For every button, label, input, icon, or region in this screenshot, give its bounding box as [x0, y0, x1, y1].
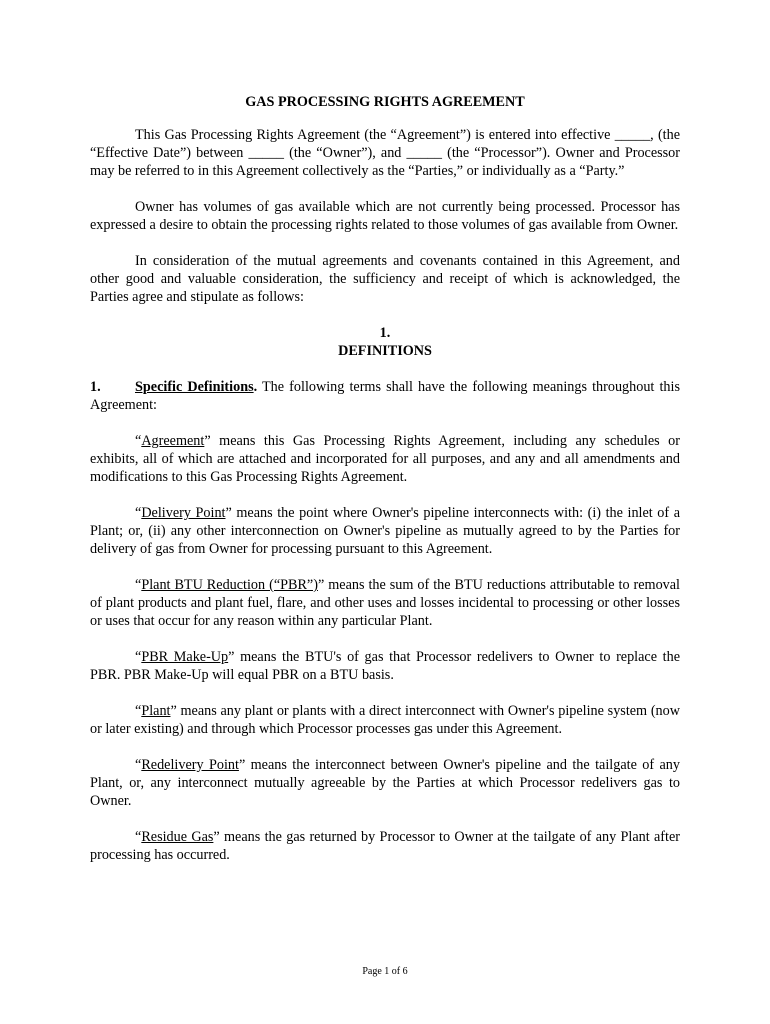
definition-term: Plant [141, 703, 171, 719]
definition-open-quote: “ [135, 703, 142, 719]
definition-term: Delivery Point [141, 505, 226, 521]
definition-redelivery-point [90, 756, 680, 810]
definition-text: ” means the gas returned by Processor to Owner at the tailgate of any Plant after processing has occurred. [90, 829, 680, 863]
definition-text: ” means the BTU's of gas that Processor redelivers to Owner to replace the PBR. PBR Make-Up will equal PBR on a BTU basis. [90, 649, 681, 683]
definition-term: Residue Gas [141, 829, 214, 845]
recital-paragraph-2: In consideration of the mutual agreements and covenants contained in this Agreement, and other good and valuable consideration, the sufficiency and receipt of which is acknowledged, the Parties agree and stipulate as follows: [90, 253, 680, 305]
definition-open-quote: “ [135, 829, 142, 845]
definition-open-quote: “ [135, 505, 142, 521]
definition-text: ” means the interconnect between Owner's pipeline and the tailgate of any Plant, or, any interconnect mutually agreeable by the Parties at which Processor redelivers gas to Owner. [90, 757, 680, 809]
document-title: GAS PROCESSING RIGHTS AGREEMENT [245, 94, 525, 110]
definition-residue-gas [90, 828, 680, 864]
definition-open-quote: “ [135, 649, 142, 665]
subsection-heading: Specific Definitions [135, 379, 254, 395]
definition-open-quote: “ [135, 577, 142, 593]
definition-delivery-point [90, 504, 680, 558]
definition-text: ” means any plant or plants with a direct interconnect with Owner's pipeline system (now or later existing) and through which Processor processes gas under this Agreement. [90, 703, 680, 737]
definition-term: Agreement [141, 433, 205, 449]
definition-text: ” means the sum of the BTU reductions attributable to removal of plant products and plant fuel, flare, and other uses and losses incidental to processing or other losses or uses that occur for any reason within any particular Plant. [90, 577, 681, 629]
definition-term: PBR Make-Up [141, 649, 229, 665]
definition-text: ” means this Gas Processing Rights Agreement, including any schedules or exhibits, all of which are attached and incorporated for all purposes, and any and all amendments and modifications to this Gas Processing Rights Agreement. [90, 433, 680, 485]
definition-pbr-make-up [90, 648, 680, 684]
page-number-footer: Page 1 of 6 [362, 966, 408, 977]
document-body [90, 93, 680, 882]
definition-term: Plant BTU Reduction (“PBR”) [141, 577, 318, 593]
definition-term: Redelivery Point [141, 757, 239, 773]
recital-paragraph-1: Owner has volumes of gas available which are not currently being processed. Processor has expressed a desire to obtain the processing rights related to those volumes of gas available from Owner. [90, 199, 680, 233]
subsection-heading-period: . [253, 379, 258, 395]
subsection-number: 1. [90, 379, 101, 395]
definition-text: ” means the point where Owner's pipeline interconnects with: (i) the inlet of a Plant; or, (ii) any other interconnection on Owner's pipeline as mutually agreed to by the Parties for delivery of gas from Owner for processing pursuant to this Agreement. [90, 505, 680, 557]
definition-open-quote: “ [135, 433, 142, 449]
intro-paragraph: This Gas Processing Rights Agreement (the “Agreement”) is entered into effective _____, (the “Effective Date”) between _____ (the “Owner”), and _____ (the “Processor”). Owner and Processor may be referred to in this Agreement collectively as the “Parties,” or individually as a “Party.” [90, 127, 680, 179]
definition-plant-btu-reduction [90, 576, 680, 630]
section-heading [90, 324, 680, 360]
specific-definitions-paragraph [90, 378, 680, 414]
section-title: DEFINITIONS [338, 343, 432, 359]
definition-open-quote: “ [135, 757, 142, 773]
subsection-text: The following terms shall have the following meanings throughout this Agreement: [90, 379, 680, 413]
definition-agreement [90, 432, 680, 486]
section-number: 1. [379, 325, 391, 341]
definition-plant [90, 702, 680, 738]
